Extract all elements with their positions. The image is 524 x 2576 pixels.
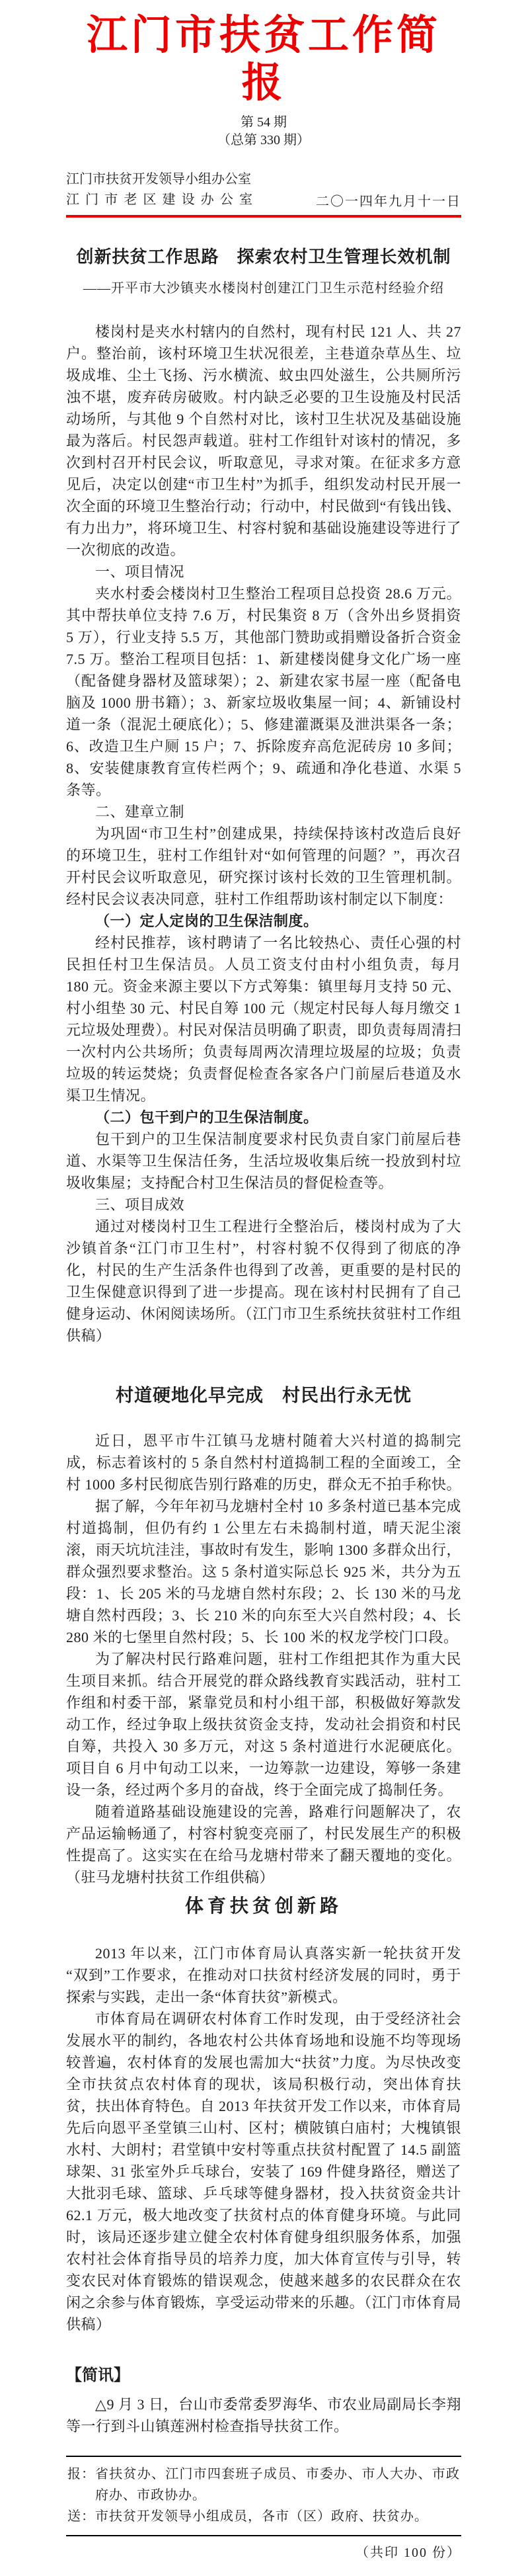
article-sanitation bbox=[66, 245, 461, 1347]
paragraph: 为巩固“市卫生村”创建成果，持续保持该村改造后良好的环境卫生，驻村工作组针对“如何管理的问题？”，再次召开村民会议听取意见，研究探讨该村长效的卫生管理机制。经村民会议表决同意，驻村工作组帮助该村制定以下制度： bbox=[66, 825, 461, 907]
report-to-row bbox=[67, 2464, 460, 2506]
distribution-footer bbox=[66, 2456, 461, 2563]
article-body bbox=[66, 1430, 461, 1888]
distribution-box bbox=[66, 2456, 461, 2536]
paragraph: 近日，恩平市牛江镇马龙塘村随着大兴村道的捣制完成，标志着该村的 5 条自然村村道捣制工程的全面竣工，全村 1000 多村民彻底告别行路难的历史，群众无不拍手称快。 bbox=[66, 1433, 462, 1493]
briefs-section bbox=[66, 2364, 461, 2437]
paragraph: 夹水村委会楼岗村卫生整治工程项目总投资 28.6 万元。其中帮扶单位支持 7.6 万，村民集资 8 万（含外出乡贤捐资 5 万），行业支持 5.5 万，其他部门赞助或捐赠设备折合资金 7.5 万。整治工程项目包括：1、新建楼岗健身文化广场一座（配备健身器材及篮球架）；2、新建农家书屋一座（配备电脑及 1000 册书籍）；3、新家垃圾收集屋一间；4、新铺设村道一条（混泥土硬底化）；5、修建灌溉渠及泄洪渠各一条；6、改造卫生户厕 15 户；7、拆除废弃高危泥砖房 10 多间；8、安装健康教育宣传栏两个；9、疏通和净化巷道、水渠 5 条等。 bbox=[66, 585, 461, 798]
paragraph: 经村民推荐，该村聘请了一名比较热心、责任心强的村民担任村卫生保洁员。人员工资支付由村小组负责，每月 180 元。资金来源主要以下方式筹集：镇里每月支持 50 元、村小组垫 30 元、村民自筹 100 元（规定村民每人每月缴交 1 元垃圾处理费）。村民对保洁员明确了职责，即负责每周清扫一次村内公共场所；负责每周两次清理垃圾屋的垃圾；负责垃圾的转运焚烧；负责督促检查各家各户门前屋后巷道及水渠卫生情况。 bbox=[66, 935, 461, 1104]
article-headline: 村道硬地化早完成 村民出行永无忧 bbox=[116, 1386, 412, 1405]
masthead-title: 江门市扶贫工作简报 bbox=[86, 13, 441, 106]
publisher-offices bbox=[66, 169, 252, 210]
article-headline: 创新扶贫工作思路 探索农村卫生管理长效机制 bbox=[76, 247, 451, 267]
masthead-divider-rule bbox=[66, 215, 461, 218]
report-to-text: 省扶贫办、江门市四套班子成员、市委办、市人大办、市政府办、市政协办。 bbox=[95, 2467, 460, 2503]
article-body bbox=[66, 1942, 461, 2335]
section-heading: 二、建章立制 bbox=[95, 804, 185, 820]
issue-info bbox=[66, 114, 461, 149]
paragraph: 包干到户的卫生保洁制度要求村民负责自家门前屋后巷道、水渠等卫生保洁任务，生活垃圾收集后统一投放到村垃圾收集屋；支持配合村卫生保洁员的督促检查等。 bbox=[66, 1131, 461, 1191]
subsection-heading: （一）定人定岗的卫生保洁制度。 bbox=[95, 913, 318, 929]
article-subtitle: ——开平市大沙镇夹水楼岗村创建江门卫生示范村经验介绍 bbox=[83, 281, 444, 296]
office-line-2: 江门市老区建设办公室 bbox=[66, 192, 252, 207]
send-to-label: 送： bbox=[67, 2509, 95, 2524]
briefs-list bbox=[66, 2393, 461, 2437]
paragraph: 随着道路基础设施建设的完善，路难行问题解决了，农产品运输畅通了，村容村貌变亮丽了，村民发展生产的积极性提高了。这实实在在给马龙塘村带来了翻天覆地的变化。（驻马龙塘村扶贫工作组供稿） bbox=[66, 1804, 461, 1886]
paragraph: 楼岗村是夹水村辖内的自然村，现有村民 121 人、共 27 户。整治前，该村环境卫生状况很差，主巷道杂草丛生、垃圾成堆、尘土飞扬、污水横流、蚊虫四处滋生，公共厕所污浊不堪，废弃砖房破败。村内缺乏必要的卫生设施及村民活动场所，与其他 9 个自然村对比，该村卫生状况及基础设施最为落后。村民怨声载道。驻村工作组针对该村的情况，多次到村召开村民会议，听取意见，寻求对策。在征求多方意见后，决定以创建“市卫生村”为抓手，组织发动村民开展一次全面的环境卫生整治行动；行动中，村民做到“有钱出钱、有力出力”，将环境卫生、村容村貌和基础设施建设等进行了一次彻底的改造。 bbox=[66, 323, 461, 558]
article-roads bbox=[66, 1384, 461, 1888]
article-body bbox=[66, 321, 461, 1347]
paragraph: 通过对楼岗村卫生工程进行全整治后，楼岗村成为了大沙镇首条“江门市卫生村”，村容村貌不仅得到了彻底的净化，村民的生产生活条件也得到了改善，更重要的是村民的卫生保健意识得到了进一步提高。现在该村村民拥有了自己健身运动、休闲阅读场所。（江门市卫生系统扶贫驻村工作组供稿） bbox=[66, 1218, 461, 1344]
send-to-row bbox=[67, 2506, 460, 2527]
paragraph: 2013 年以来，江门市体育局认真落实新一轮扶贫开发“双到”工作要求，在推动对口扶贫村经济发展的同时，勇于探索与实践，走出一条“体育扶贫”新模式。 bbox=[66, 1945, 461, 2005]
article-headline: 体育扶贫创新路 bbox=[184, 1896, 342, 1917]
masthead bbox=[66, 12, 461, 218]
brief-item: △9 月 3 日，台山市委常委罗海华、市农业局副局长李翔等一行到斗山镇莲洲村检查指导扶贫工作。 bbox=[66, 2396, 461, 2434]
paragraph: 据了解，今年年初马龙塘村全村 10 多条村道已基本完成村道捣制，但仍有约 1 公里左右未捣制村道，晴天泥尘滚滚，雨天坑坑洼洼，事故时有发生，影响 1300 多群众出行，群众强烈要求整治。这 5 条村道实际总长 925 米，共分为五段：1、长 205 米的马龙塘自然村东段；2、长 130 米的马龙塘自然村西段；3、长 210 米的向东至大兴自然村段；4、长 280 米的七堡里自然村段；5、长 100 米的权龙学校门口段。 bbox=[66, 1498, 462, 1645]
section-heading: 三、项目成效 bbox=[95, 1196, 185, 1213]
briefs-header: 【简讯】 bbox=[66, 2367, 130, 2384]
send-to-text: 市扶贫开发领导小组成员，各市（区）政府、扶贫办。 bbox=[95, 2509, 428, 2524]
publisher-row bbox=[66, 169, 461, 210]
subsection-heading: （二）包干到户的卫生保洁制度。 bbox=[95, 1109, 318, 1126]
office-line-1: 江门市扶贫开发领导小组办公室 bbox=[66, 172, 251, 187]
publish-date: 二〇一四年九月十一日 bbox=[316, 194, 461, 209]
issue-number: 第 54 期 bbox=[241, 115, 287, 130]
section-heading: 一、项目情况 bbox=[95, 563, 185, 580]
article-sports bbox=[66, 1895, 461, 2335]
paragraph: 市体育局在调研农村体育工作时发现，由于受经济社会发展水平的制约，各地农村公共体育场地和设施不均等现场较普遍，农村体育的发展也需加大“扶贫”力度。为尽快改变全市扶贫点农村体育的现状，该局积极行动，突出体育扶贫，扶出体育特色。自 2013 年扶贫开发工作以来，市体育局先后向恩平圣堂镇三山村、区村；横陂镇白庙村；大槐镇银水村、大朗村；君堂镇中安村等重点扶贫村配置了 14.5 副篮球架、31 张室外乒乓球台，安装了 169 件健身路径，赠送了大批羽毛球、篮球、乒乓球等健身器材，投入扶贫资金共计 62.1 万元，极大地改变了扶贫村点的体育健身环境。与此同时，该局还逐步建立健全农村体育健身组织服务体系，加强农村社会体育指导员的培养力度，加大体育宣传与引导，转变农民对体育锻炼的错误观念，使越来越多的农民群众在农闲之余参与体育锻炼，享受运动带来的乐趣。（江门市体育局供稿） bbox=[66, 2011, 462, 2333]
print-copies: （共印 100 份） bbox=[356, 2546, 461, 2560]
issue-total-number: （总第 330 期） bbox=[217, 133, 310, 147]
report-to-label: 报： bbox=[67, 2467, 95, 2481]
paragraph: 为了解决村民行路难问题，驻村工作组把其作为重大民生项目来抓。结合开展党的群众路线教育实践活动，驻村工作组和村委干部，紧靠党员和村小组干部，积极做好筹款发动工作，经过争取上级扶贫资金支持，发动社会捐资和村民自筹，共投入 30 多万元，对这 5 条村道进行水泥硬底化。项目自 6 月中旬动工以来，一边筹款一边建设，筹够一条建设一条，经过两个多月的奋战，终于全面完成了捣制任务。 bbox=[66, 1651, 461, 1798]
